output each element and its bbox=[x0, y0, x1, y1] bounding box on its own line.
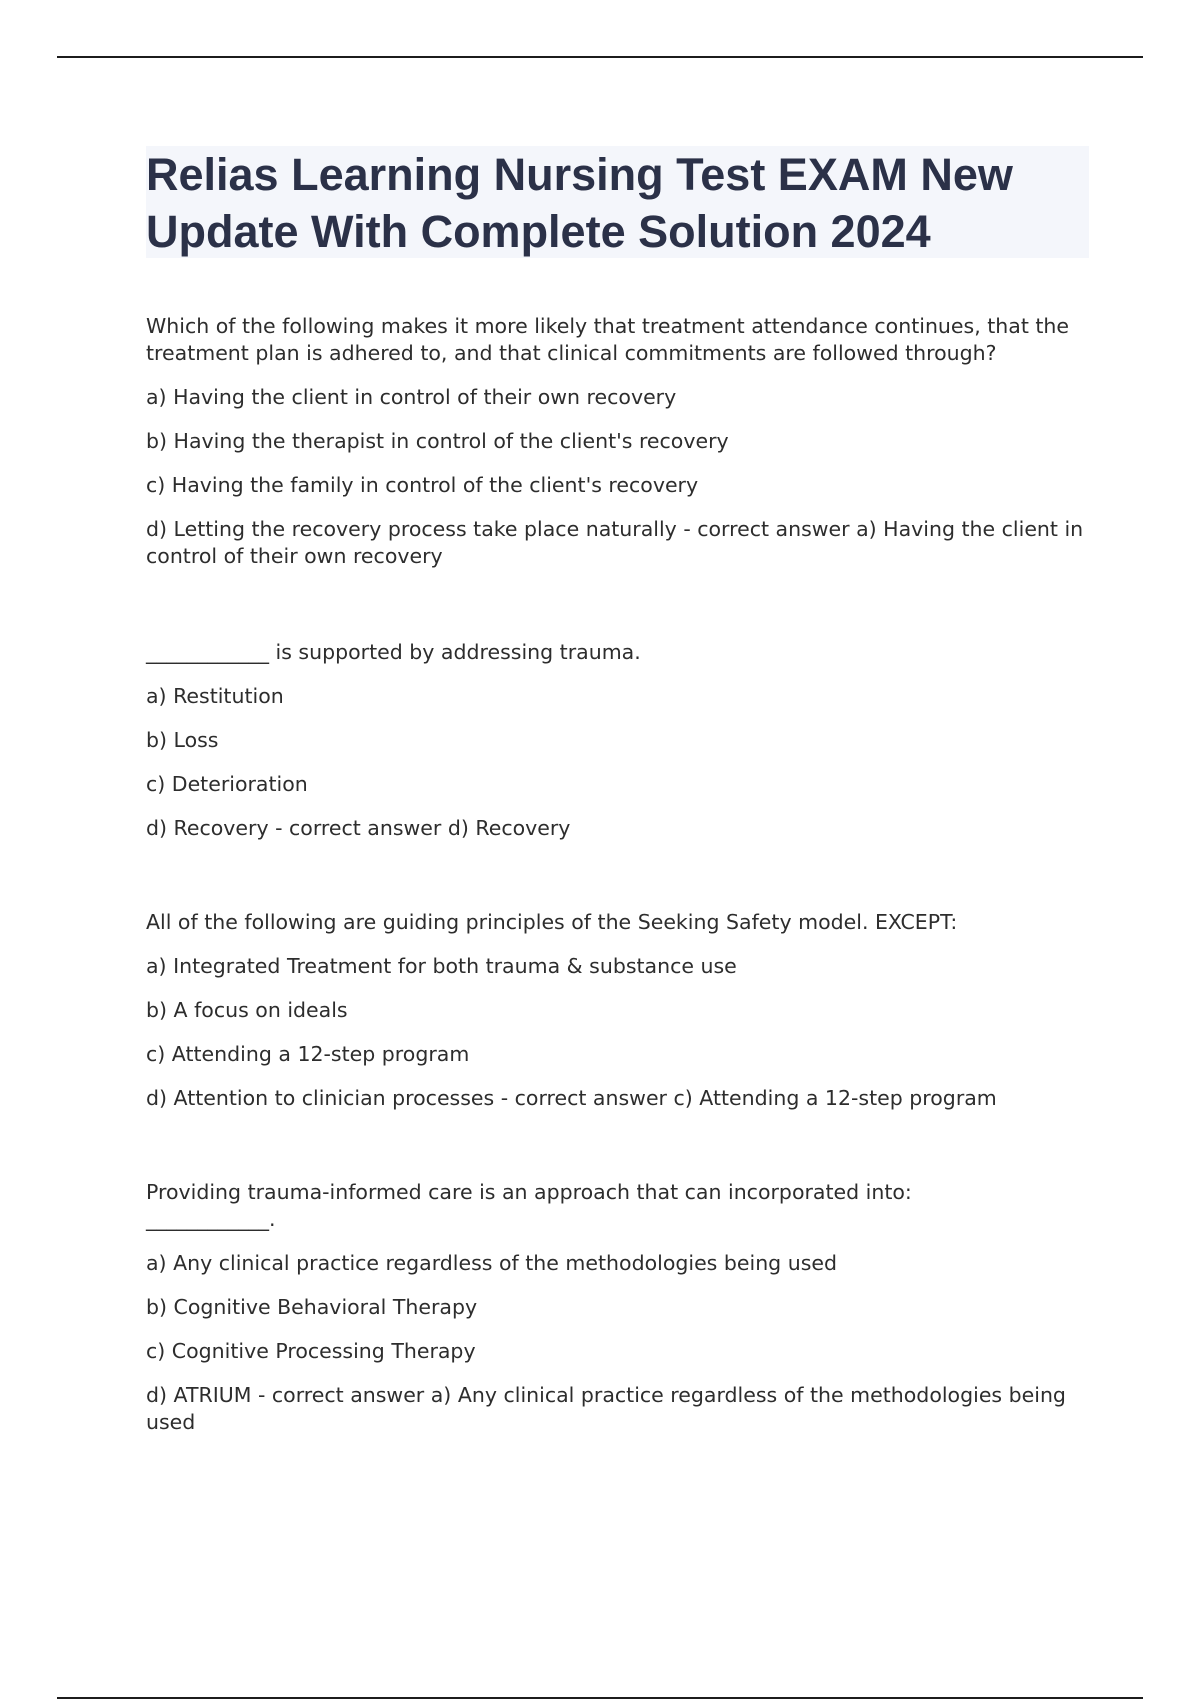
option-a: a) Any clinical practice regardless of the methodologies being used bbox=[146, 1251, 838, 1275]
document-title: Relias Learning Nursing Test EXAM New Update With Complete Solution 2024 bbox=[146, 149, 1013, 257]
option-c: c) Deterioration bbox=[146, 772, 308, 796]
option-c: c) Attending a 12-step program bbox=[146, 1042, 470, 1066]
option-d-with-answer: d) Attention to clinician processes - correct answer c) Attending a 12-step program bbox=[146, 1086, 997, 1110]
option-b: b) Having the therapist in control of the client's recovery bbox=[146, 429, 729, 453]
question-stem: All of the following are guiding principles of the Seeking Safety model. EXCEPT: bbox=[146, 910, 958, 934]
option-d-with-answer: d) Recovery - correct answer d) Recovery bbox=[146, 816, 571, 840]
title-banner bbox=[146, 146, 1089, 258]
option-b: b) Cognitive Behavioral Therapy bbox=[146, 1295, 478, 1319]
option-a: a) Having the client in control of their own recovery bbox=[146, 385, 677, 409]
option-d-with-answer: d) Letting the recovery process take place naturally - correct answer a) Having the client in control of their own recovery bbox=[146, 517, 1084, 568]
option-b: b) Loss bbox=[146, 728, 219, 752]
fill-in-blank: ____________ bbox=[146, 640, 269, 664]
fill-in-blank: ____________. bbox=[146, 1207, 276, 1231]
question-1 bbox=[146, 313, 1086, 570]
option-b: b) A focus on ideals bbox=[146, 998, 348, 1022]
question-stem bbox=[146, 639, 1086, 666]
bottom-rule bbox=[57, 1697, 1143, 1699]
question-stem-text: Providing trauma-informed care is an approach that can incorporated into: bbox=[146, 1180, 912, 1204]
option-a: a) Restitution bbox=[146, 684, 284, 708]
question-stem bbox=[146, 1179, 1086, 1233]
question-list bbox=[146, 313, 1086, 1436]
question-4 bbox=[146, 1179, 1086, 1436]
question-3 bbox=[146, 909, 1086, 1112]
option-c: c) Having the family in control of the client's recovery bbox=[146, 473, 699, 497]
option-c: c) Cognitive Processing Therapy bbox=[146, 1339, 476, 1363]
question-stem: Which of the following makes it more likely that treatment attendance continues, that the treatment plan is adhered to, and that clinical commitments are followed through? bbox=[146, 314, 1070, 365]
top-rule bbox=[57, 56, 1143, 58]
option-a: a) Integrated Treatment for both trauma & substance use bbox=[146, 954, 737, 978]
question-2 bbox=[146, 639, 1086, 842]
question-stem-text: is supported by addressing trauma. bbox=[269, 640, 641, 664]
option-d-with-answer: d) ATRIUM - correct answer a) Any clinical practice regardless of the methodologies being used bbox=[146, 1383, 1066, 1434]
